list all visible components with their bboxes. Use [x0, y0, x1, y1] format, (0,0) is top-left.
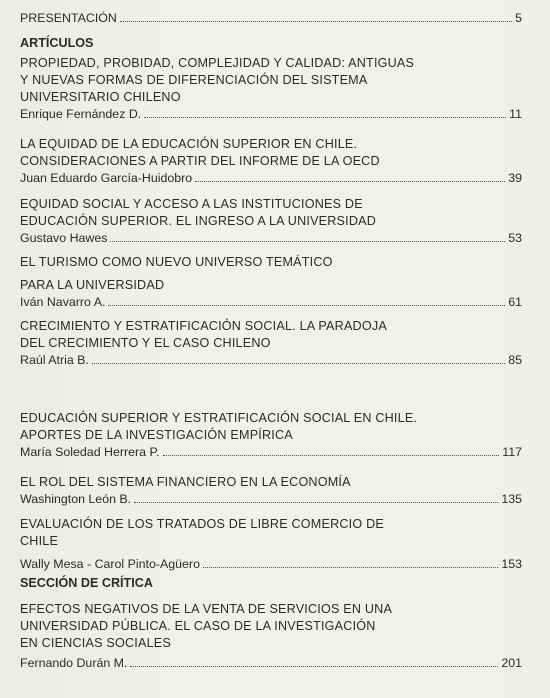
entry-title-line: UNIVERSITARIO CHILENO [20, 90, 181, 104]
entry-author: Raúl Atria B. [20, 353, 89, 367]
entry-title-line: Y NUEVAS FORMAS DE DIFERENCIACIÓN DEL SISTEMA [20, 73, 368, 87]
entry-title-line: EDUCACIÓN SUPERIOR Y ESTRATIFICACIÓN SOCIAL EN CHILE. [20, 411, 418, 425]
page-number: 61 [508, 295, 522, 309]
dot-leader [134, 502, 498, 503]
dot-leader [120, 21, 512, 22]
dot-leader [163, 455, 500, 456]
entry-title-line: DEL CRECIMIENTO Y EL CASO CHILENO [20, 336, 271, 350]
entry-title-line: CRECIMIENTO Y ESTRATIFICACIÓN SOCIAL. LA PARADOJA [20, 319, 387, 333]
entry-title-line: EL TURISMO COMO NUEVO UNIVERSO TEMÁTICO [20, 255, 333, 269]
toc-entry[interactable] [20, 196, 522, 246]
page-number: 135 [501, 492, 522, 506]
entry-title-line: EL ROL DEL SISTEMA FINANCIERO EN LA ECONOMÍA [20, 475, 351, 489]
entry-author: María Soledad Herrera P. [20, 445, 160, 459]
entry-title-line: EDUCACIÓN SUPERIOR. EL INGRESO A LA UNIVERSIDAD [20, 214, 377, 228]
page-number: 153 [501, 557, 522, 571]
page-number: 5 [515, 11, 522, 25]
entry-author-line [20, 230, 522, 246]
entry-author: Fernando Durán M. [20, 656, 128, 670]
page-number: 85 [508, 353, 522, 367]
toc-entry-presentacion[interactable] [20, 10, 522, 26]
page-number: 201 [501, 656, 522, 670]
entry-author-line [20, 106, 522, 122]
entry-author: Wally Mesa - Carol Pinto-Agüero [20, 557, 200, 571]
toc-entry[interactable] [20, 318, 522, 368]
dot-leader [110, 241, 505, 242]
entry-author: Iván Navarro A. [20, 295, 106, 309]
toc-entry[interactable] [20, 136, 522, 186]
entry-author: Gustavo Hawes [20, 231, 108, 245]
section-heading-critica: SECCIÓN DE CRÍTICA [20, 576, 153, 590]
entry-author-line [20, 491, 522, 507]
toc-entry[interactable] [20, 410, 522, 460]
entry-title-line: APORTES DE LA INVESTIGACIÓN EMPÍRICA [20, 428, 293, 442]
dot-leader [203, 567, 498, 568]
dot-leader [108, 305, 505, 306]
entry-author-line [20, 655, 522, 671]
toc-entry[interactable] [20, 601, 522, 671]
entry-author: Juan Eduardo García-Huidobro [20, 171, 193, 185]
entry-author-line [20, 352, 522, 368]
dot-leader [144, 117, 506, 118]
entry-title-line: PARA LA UNIVERSIDAD [20, 278, 165, 292]
section-heading-articulos: ARTÍCULOS [20, 36, 94, 50]
entry-label: PRESENTACIÓN [20, 11, 117, 25]
entry-title-line: CHILE [20, 534, 59, 548]
entry-title-line: EQUIDAD SOCIAL Y ACCESO A LAS INSTITUCIONES DE [20, 197, 363, 211]
page-number: 53 [508, 231, 522, 245]
entry-title-line: LA EQUIDAD DE LA EDUCACIÓN SUPERIOR EN CHILE. [20, 137, 358, 151]
entry-author-line [20, 556, 522, 572]
entry-author-line [20, 294, 522, 310]
entry-title-line: UNIVERSIDAD PÚBLICA. EL CASO DE LA INVESTIGACIÓN [20, 619, 376, 633]
toc-entry[interactable] [20, 254, 522, 310]
entry-title-line: EN CIENCIAS SOCIALES [20, 636, 171, 650]
entry-author: Enrique Fernández D. [20, 107, 142, 121]
entry-title-line: EFECTOS NEGATIVOS DE LA VENTA DE SERVICIOS EN UNA [20, 602, 393, 616]
toc-entry[interactable] [20, 474, 522, 507]
entry-title-line: PROPIEDAD, PROBIDAD, COMPLEJIDAD Y CALIDAD: ANTIGUAS [20, 56, 415, 70]
page-number: 117 [502, 445, 522, 459]
toc-entry[interactable] [20, 55, 522, 122]
dot-leader [130, 666, 498, 667]
entry-author-line [20, 170, 522, 186]
entry-author-line [20, 444, 522, 460]
page-number: 39 [508, 171, 522, 185]
toc-entry[interactable] [20, 516, 522, 572]
page-number: 11 [509, 107, 522, 121]
entry-title-line: CONSIDERACIONES A PARTIR DEL INFORME DE LA OECD [20, 154, 380, 168]
entry-author: Washington León B. [20, 492, 132, 506]
dot-leader [92, 363, 505, 364]
entry-title-line: EVALUACIÓN DE LOS TRATADOS DE LIBRE COMERCIO DE [20, 517, 384, 531]
dot-leader [195, 181, 505, 182]
